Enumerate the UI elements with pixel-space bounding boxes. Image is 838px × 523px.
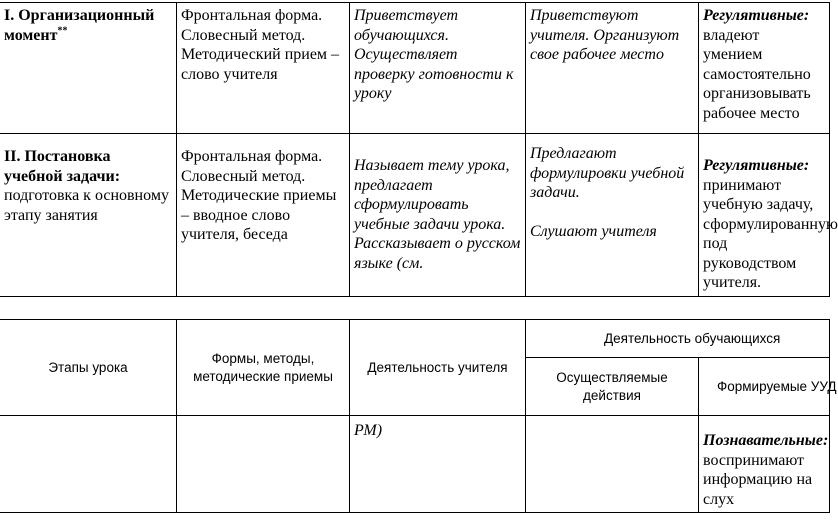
header-teacher-label: Деятельность учителя: [367, 359, 508, 375]
stage-cell: [0, 134, 177, 297]
header-stages-label: Этапы урока: [48, 359, 128, 375]
forms-cell: [177, 416, 350, 513]
header-teacher: [350, 320, 526, 416]
stage-title: I. Организационный момент: [4, 7, 155, 44]
table-row: [0, 3, 830, 134]
uud-text: воспринимают информацию на слух: [703, 451, 813, 508]
students-cell: [526, 3, 699, 134]
header-students-group: [526, 320, 830, 358]
teacher-activity-text: Приветствует обучающихся. Осуществляет проверку готовности к уроку: [354, 7, 514, 102]
stage-cell: [0, 3, 177, 134]
footnote-mark: **: [57, 25, 68, 37]
teacher-activity-text: РМ): [354, 422, 383, 439]
uud-title: Регулятивные:: [703, 7, 810, 24]
header-students-group-label: Деятельность обучающихся: [604, 330, 781, 346]
students-cell: [526, 134, 699, 297]
students-activity-text: Предлагают формулировки учебной задачи.: [530, 145, 685, 201]
uud-cell: [699, 3, 830, 134]
uud-title: Познавательные:: [703, 432, 829, 449]
teacher-cell: [350, 3, 526, 134]
table-row: [0, 416, 830, 513]
header-formed: [699, 358, 837, 416]
forms-text: Фронтальная форма. Словесный метод. Методический прием – слово учителя: [181, 7, 340, 83]
forms-cell: [177, 3, 350, 134]
uud-text: владеют умением самостоятельно организовывать рабочее место: [703, 26, 811, 122]
forms-text: Фронтальная форма. Словесный метод. Методические приемы – вводное слово учителя, беседа: [181, 148, 337, 243]
teacher-cell: [350, 134, 526, 297]
header-actions-label: Осуществляемые действия: [556, 369, 668, 403]
uud-text: принимают учебную задачу, сформулированную под руководством учителя.: [703, 176, 838, 291]
teacher-activity-text: Называет тему урока, предлагает сформулировать учебные задачи урока. Рассказывает о русском языке (см.: [354, 157, 521, 272]
lesson-header-table: [0, 319, 837, 513]
table-row: [0, 134, 830, 297]
header-stages: [0, 320, 177, 416]
stage-title: II. Постановка учебной задачи:: [4, 148, 121, 185]
forms-cell: [177, 134, 350, 297]
uud-cell: [699, 416, 830, 513]
header-row: [0, 320, 830, 358]
stage-subtitle: подготовка к основному этапу занятия: [4, 187, 169, 224]
teacher-cell: [350, 416, 526, 513]
stage-cell: [0, 416, 177, 513]
students-cell: [526, 416, 699, 513]
header-actions: [526, 358, 699, 416]
uud-title: Регулятивные:: [703, 157, 810, 174]
students-activity-text: Приветствуют учителя. Организуют свое рабочее место: [530, 7, 680, 63]
header-formed-label: Формируемые УУД: [717, 378, 837, 394]
uud-cell: [699, 134, 838, 297]
lesson-stages-table: [0, 2, 838, 297]
header-forms-label: Формы, методы, методические приемы: [193, 350, 333, 384]
students-activity-text-2: Слушают учителя: [530, 222, 657, 240]
header-forms: [177, 320, 350, 416]
